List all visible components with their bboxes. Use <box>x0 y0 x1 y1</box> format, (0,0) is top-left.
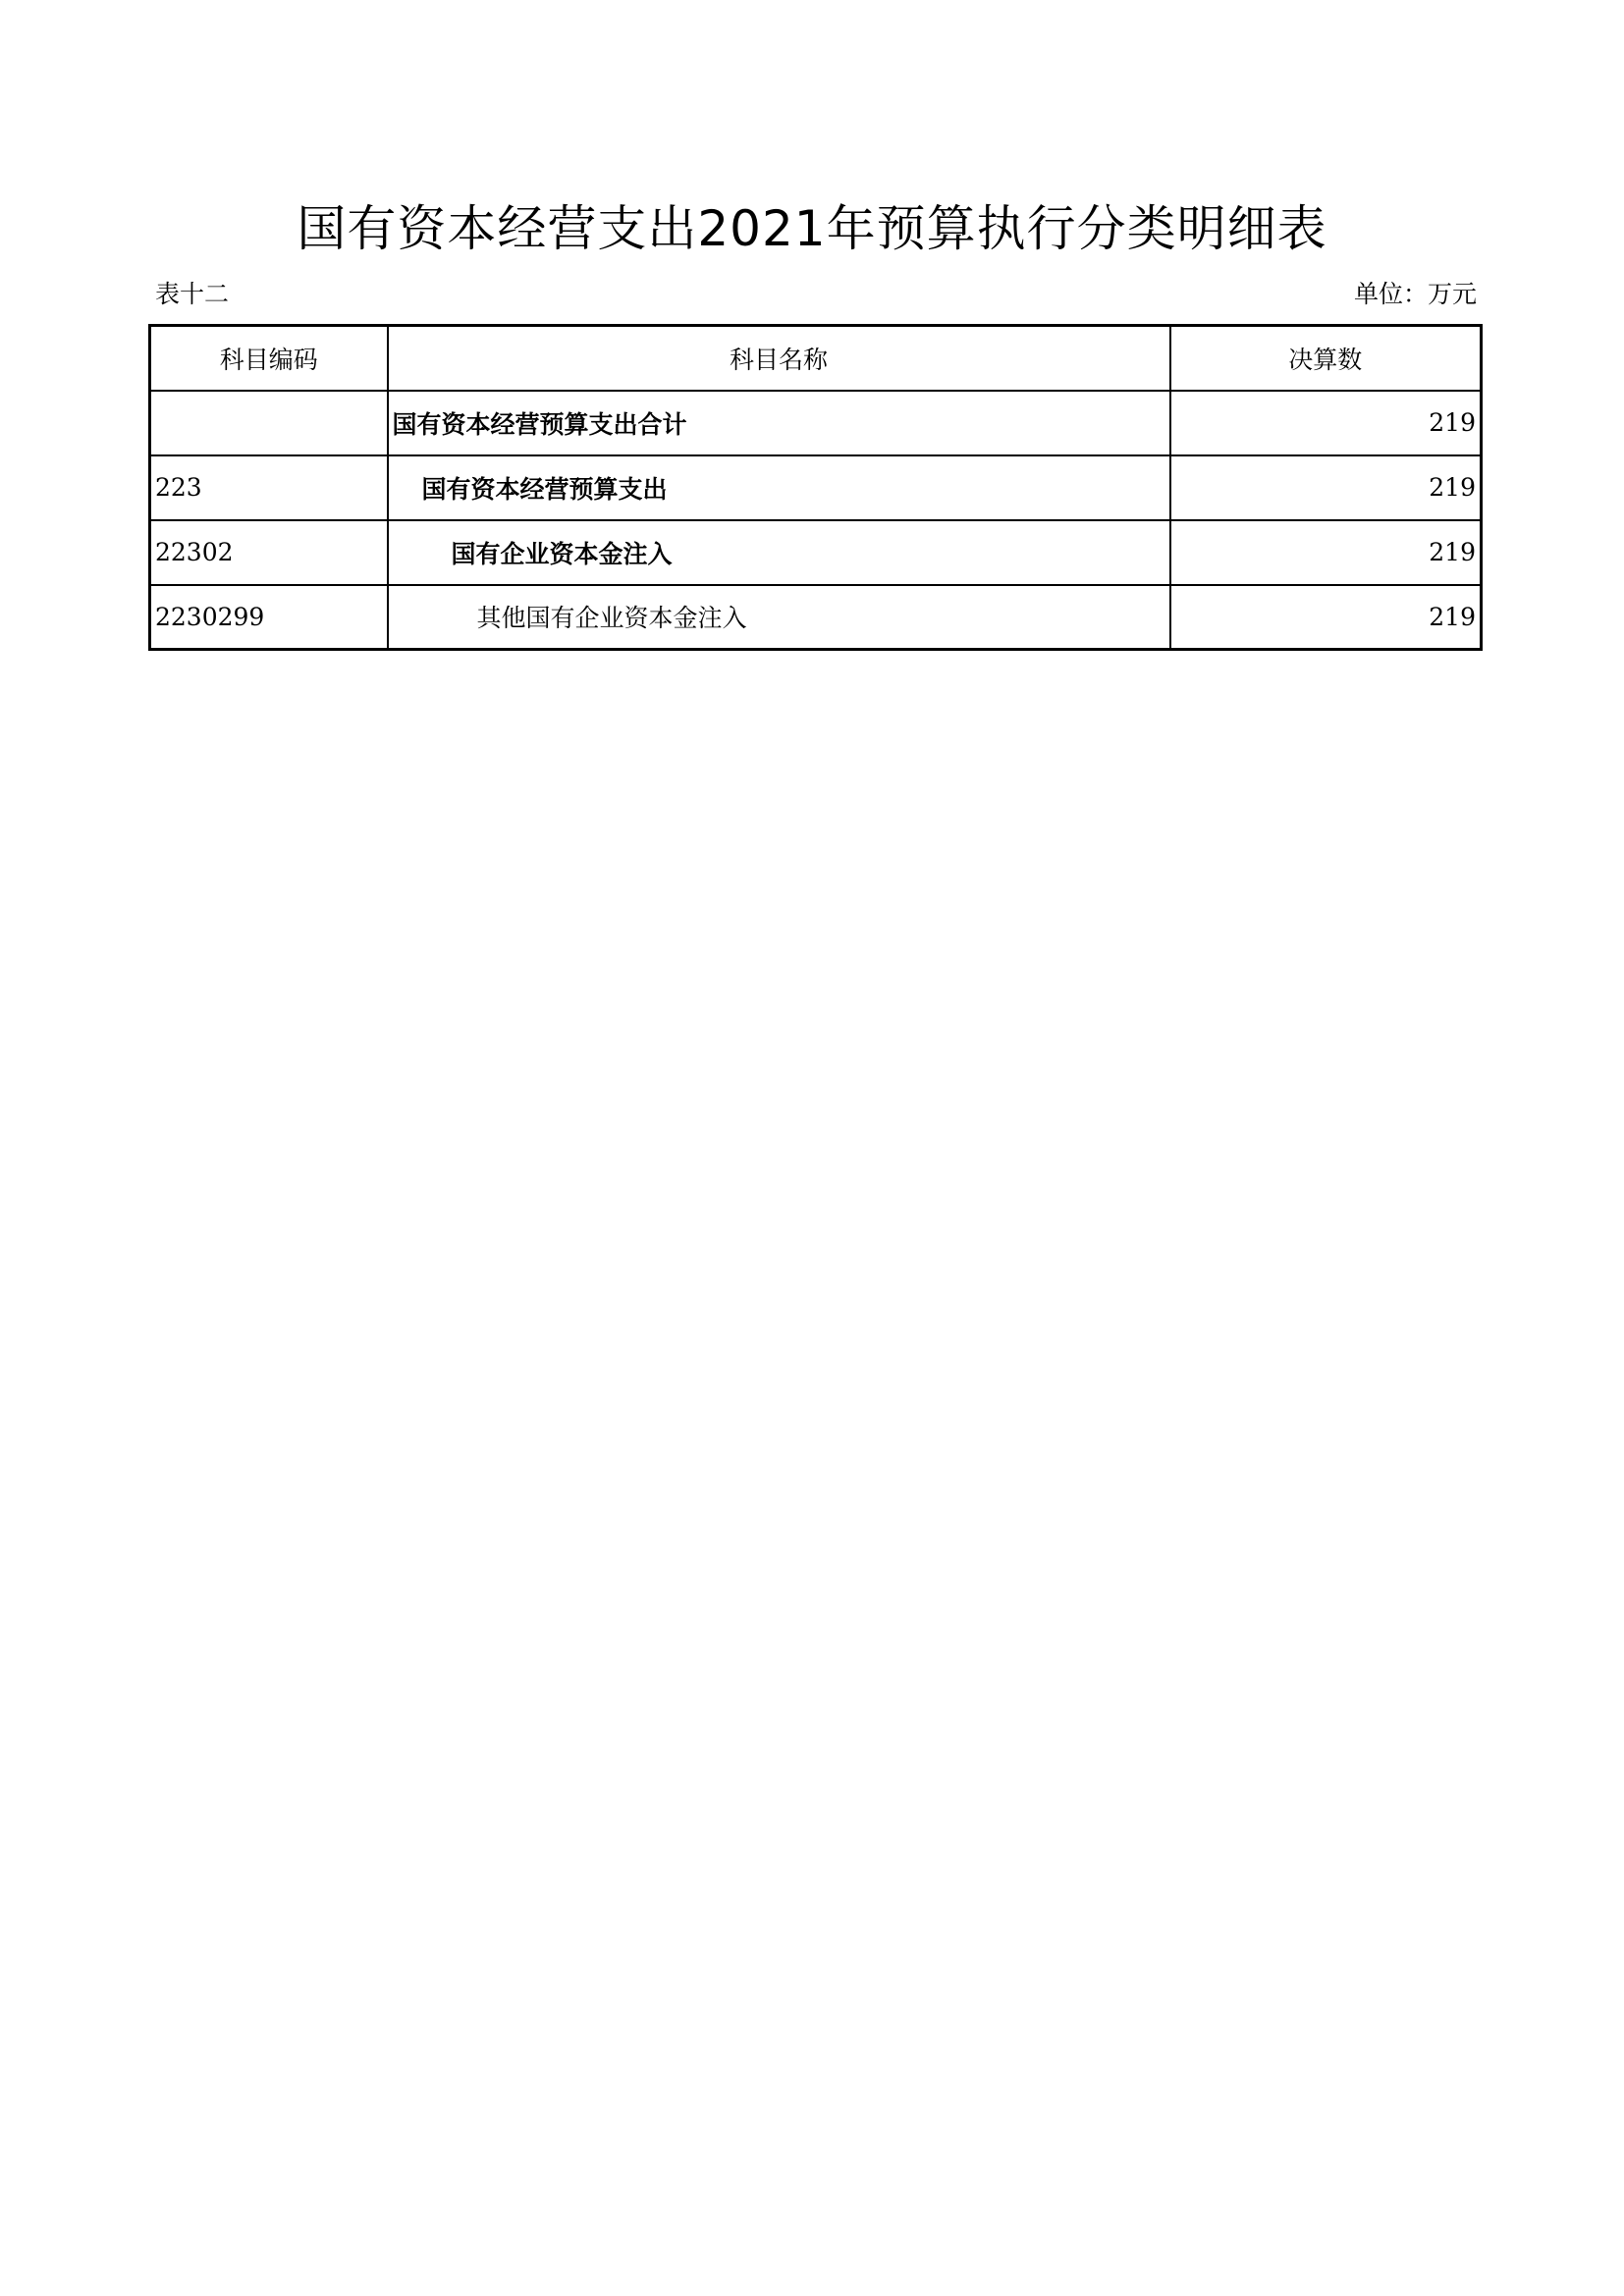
table-header-row <box>150 326 1482 391</box>
row-code: 22302 <box>150 520 388 585</box>
row-amount: 219 <box>1170 391 1482 455</box>
row-name: 国有资本经营预算支出 <box>388 455 1170 520</box>
row-code: 223 <box>150 455 388 520</box>
row-amount: 219 <box>1170 455 1482 520</box>
row-name: 国有企业资本金注入 <box>388 520 1170 585</box>
header-amount: 决算数 <box>1170 326 1482 391</box>
unit-label: 单位：万元 <box>1353 280 1477 308</box>
table-row <box>150 455 1482 520</box>
header-code: 科目编码 <box>150 326 388 391</box>
row-name: 其他国有企业资本金注入 <box>388 585 1170 650</box>
row-code: 2230299 <box>150 585 388 650</box>
budget-detail-table <box>148 324 1483 651</box>
row-name: 国有资本经营预算支出合计 <box>388 391 1170 455</box>
row-code <box>150 391 388 455</box>
table-row <box>150 585 1482 650</box>
table-row <box>150 391 1482 455</box>
page-title: 国有资本经营支出2021年预算执行分类明细表 <box>297 200 1327 257</box>
table-row <box>150 520 1482 585</box>
header-name: 科目名称 <box>388 326 1170 391</box>
table-number: 表十二 <box>155 280 230 308</box>
row-amount: 219 <box>1170 585 1482 650</box>
row-amount: 219 <box>1170 520 1482 585</box>
